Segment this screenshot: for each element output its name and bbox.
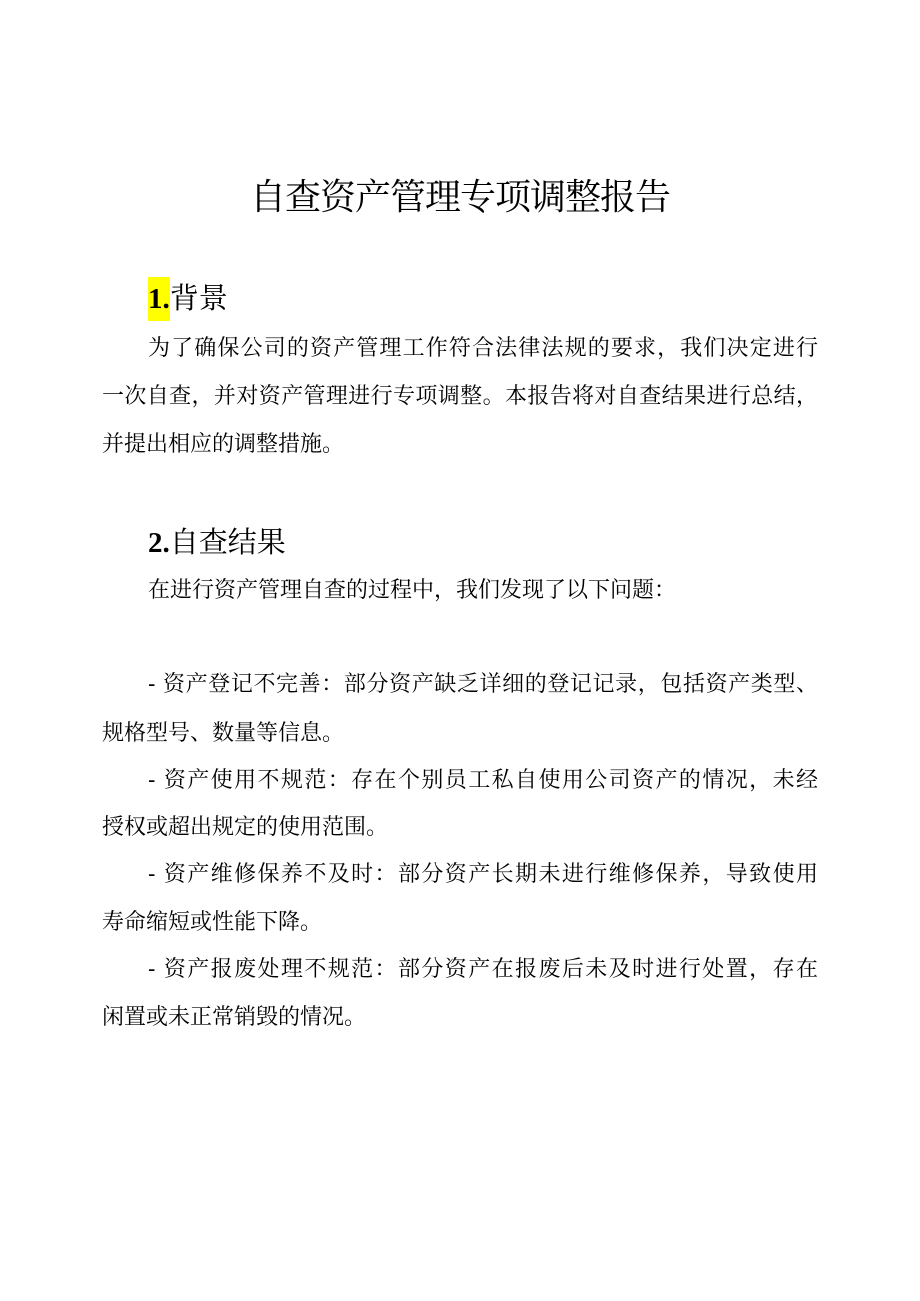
section-number: 1. (148, 277, 170, 321)
section-heading-results (148, 522, 286, 563)
paragraph-line: 一次自查，并对资产管理进行专项调整。本报告将对自查结果进行总结， (102, 384, 818, 409)
section-number: 2. (148, 527, 170, 559)
document-title: 自查资产管理专项调整报告 (249, 177, 670, 218)
list-item-line: 寿命缩短或性能下降。 (102, 910, 323, 935)
list-item-line: 规格型号、数量等信息。 (102, 721, 345, 746)
list-item-line: 授权或超出规定的使用范围。 (102, 815, 389, 840)
section-title: 自查结果 (169, 525, 286, 559)
section-title: 背景 (169, 281, 228, 315)
paragraph-line: 为了确保公司的资产管理工作符合法律法规的要求，我们决定进行 (148, 336, 818, 361)
list-item-line: - 资产维修保养不及时：部分资产长期未进行维修保养，导致使用 (148, 862, 818, 887)
list-item-line: - 资产报废处理不规范：部分资产在报废后未及时进行处置，存在 (148, 957, 818, 982)
section-heading-background (148, 278, 228, 319)
list-item-line: 闲置或未正常销毁的情况。 (102, 1005, 367, 1030)
list-item-line: - 资产使用不规范：存在个别员工私自使用公司资产的情况，未经 (148, 768, 818, 793)
section-intro: 在进行资产管理自查的过程中，我们发现了以下问题： (148, 578, 677, 603)
list-item-line: - 资产登记不完善：部分资产缺乏详细的登记记录，包括资产类型、 (148, 672, 818, 697)
paragraph-line: 并提出相应的调整措施。 (102, 432, 345, 457)
